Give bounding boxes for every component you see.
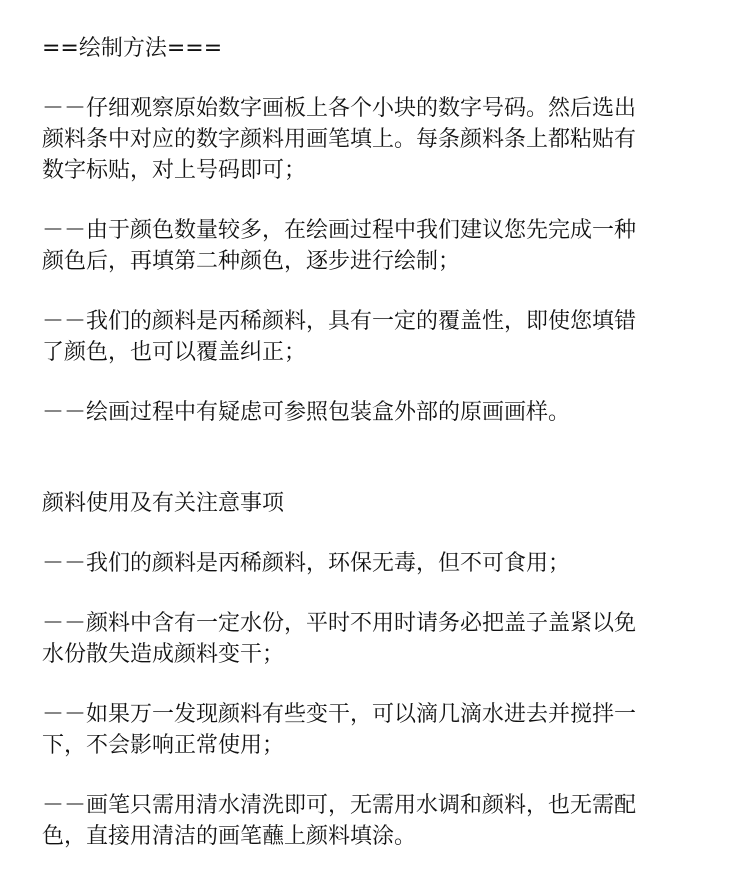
paragraph-line: －－我们的颜料是丙稀颜料，具有一定的覆盖性，即使您填错 (42, 309, 637, 334)
paragraph-line: －－我们的颜料是丙稀颜料，环保无毒，但不可食用； (42, 551, 571, 576)
paragraph-line: 颜料条中对应的数字颜料用画笔填上。每条颜料条上都粘贴有 (42, 127, 637, 152)
document-body (42, 33, 712, 881)
paragraph-line: 颜色后，再填第二种颜色，逐步进行绘制； (42, 249, 461, 274)
paragraph-line: 下，不会影响正常使用； (42, 733, 285, 758)
instruction-paragraph-2 (42, 215, 712, 277)
instruction-paragraph-3 (42, 306, 712, 368)
paragraph-line: －－如果万一发现颜料有些变干，可以滴几滴水进去并搅拌一 (42, 702, 637, 727)
paragraph-line: －－颜料中含有一定水份，平时不用时请务必把盖子盖紧以免 (42, 611, 637, 636)
paragraph-line: －－画笔只需用清水清洗即可，无需用水调和颜料，也无需配 (42, 793, 637, 818)
notice-paragraph-1 (42, 548, 712, 579)
paragraph-line: 水份散失造成颜料变干； (42, 642, 285, 667)
notice-paragraph-3 (42, 699, 712, 761)
paragraph-line: －－仔细观察原始数字画板上各个小块的数字号码。然后选出 (42, 96, 637, 121)
notice-paragraph-2 (42, 608, 712, 670)
paragraph-line: 了颜色，也可以覆盖纠正； (42, 340, 307, 365)
paragraph-line: －－绘画过程中有疑虑可参照包装盒外部的原画画样。 (42, 400, 571, 425)
notice-paragraph-4 (42, 790, 712, 852)
instruction-paragraph-1 (42, 93, 712, 186)
paragraph-line: 数字标贴，对上号码即可； (42, 158, 307, 183)
instruction-paragraph-4 (42, 397, 712, 428)
page-title: ==绘制方法=== (42, 36, 223, 61)
paragraph-line: －－由于颜色数量较多，在绘画过程中我们建议您先完成一种 (42, 218, 637, 243)
paragraph-line: 色，直接用清洁的画笔蘸上颜料填涂。 (42, 824, 417, 849)
section-title: 颜料使用及有关注意事项 (42, 491, 285, 516)
